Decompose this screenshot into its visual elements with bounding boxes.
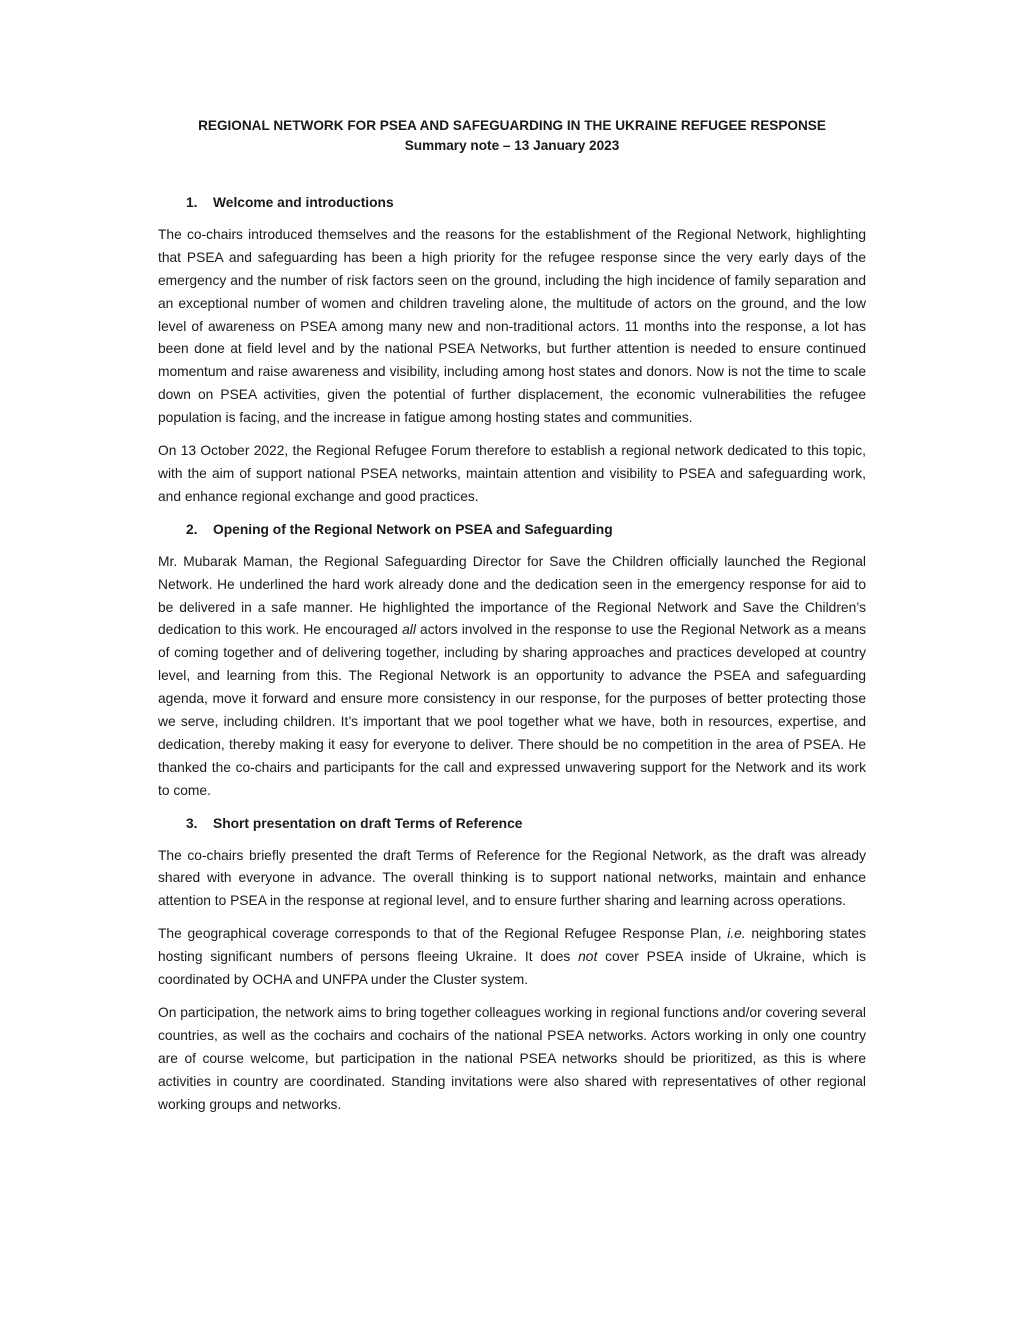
section-heading-1 (186, 192, 866, 215)
text-run: cover PSEA inside of Ukraine, which is coordinated by OCHA and UNFPA under the Cluster system. (158, 949, 866, 988)
section-number: 1. (186, 195, 198, 210)
text-run: The geographical coverage corresponds to that of the Regional Refugee Response Plan, (158, 926, 728, 942)
document-subtitle: Summary note – 13 January 2023 (404, 138, 620, 153)
emphasis: i.e. (727, 926, 746, 942)
paragraph (158, 923, 866, 992)
section-title: Opening of the Regional Network on PSEA and Safeguarding (213, 521, 613, 537)
paragraph: On participation, the network aims to bring together colleagues working in regional functions and/or covering several countries, as well as the cochairs and cochairs of the national PSEA networks. Actors working in only one country are of course welcome, but participation in the national PSEA networks should be prioritized, as this is where activities in country are coordinated. Standing invitations were also shared with representatives of other regional working groups and networks. (158, 1005, 866, 1112)
section-title: Short presentation on draft Terms of Reference (213, 815, 523, 831)
paragraph: The co-chairs introduced themselves and the reasons for the establishment of the Regional Network, highlighting that PSEA and safeguarding has been a high priority for the refugee response since the very early days of the emergency and the number of risk factors seen on the ground, including the high incidence of family separation and an exceptional number of women and children traveling alone, the multitude of actors on the ground, and the low level of awareness on PSEA among many new and non-traditional actors. 11 months into the response, a lot has been done at field level and by the national PSEA Networks, but further attention is needed to ensure continued momentum and raise awareness and visibility, including among host states and donors. Now is not the time to scale down on PSEA activities, given the potential of further displacement, the economic vulnerabilities the refugee population is facing, and the increase in fatigue among hosting states and communities. (158, 226, 866, 426)
section-heading-2 (186, 519, 866, 542)
text-run: neighboring states hosting significant numbers of persons fleeing Ukraine. It does (158, 926, 866, 965)
document-header (0, 116, 1024, 156)
section-number: 2. (186, 521, 198, 537)
document-body (158, 192, 866, 1127)
emphasis: not (578, 949, 598, 965)
section-number: 3. (186, 815, 198, 831)
document-title: REGIONAL NETWORK FOR PSEA AND SAFEGUARDING IN THE UKRAINE REFUGEE RESPONSE (198, 118, 826, 133)
section-title: Welcome and introductions (213, 195, 394, 210)
emphasis: all (402, 622, 416, 638)
section-heading-3 (186, 813, 866, 836)
paragraph (158, 551, 866, 803)
text-run: actors involved in the response to use the Regional Network as a means of coming together and of delivering together, including by sharing approaches and practices developed at country level, and learning from this. The Regional Network is an opportunity to advance the PSEA and safeguarding agenda, move it forward and ensure more consistency in our response, for the purposes of better protecting those we serve, including children. It’s important that we pool together what we have, both in resources, expertise, and dedication, thereby making it easy for everyone to deliver. There should be no competition in the area of PSEA. He thanked the co-chairs and participants for the call and expressed unwavering support for the Network and its work to come. (158, 622, 866, 798)
text-run: Mr. Mubarak Maman, the Regional Safeguarding Director for Save the Children officially launched the Regional Network. He underlined the hard work already done and the dedication seen in the emergency response for aid to be delivered in a safe manner. He highlighted the importance of the Regional Network and Save the Children’s dedication to this work. He encouraged (158, 553, 866, 638)
paragraph: The co-chairs briefly presented the draft Terms of Reference for the Regional Network, as the draft was already shared with everyone in advance. The overall thinking is to support national networks, maintain and enhance attention to PSEA in the response at regional level, and to ensure further sharing and learning across operations. (158, 847, 866, 909)
paragraph: On 13 October 2022, the Regional Refugee Forum therefore to establish a regional network dedicated to this topic, with the aim of support national PSEA networks, maintain attention and visibility to PSEA and safeguarding work, and enhance regional exchange and good practices. (158, 443, 866, 504)
